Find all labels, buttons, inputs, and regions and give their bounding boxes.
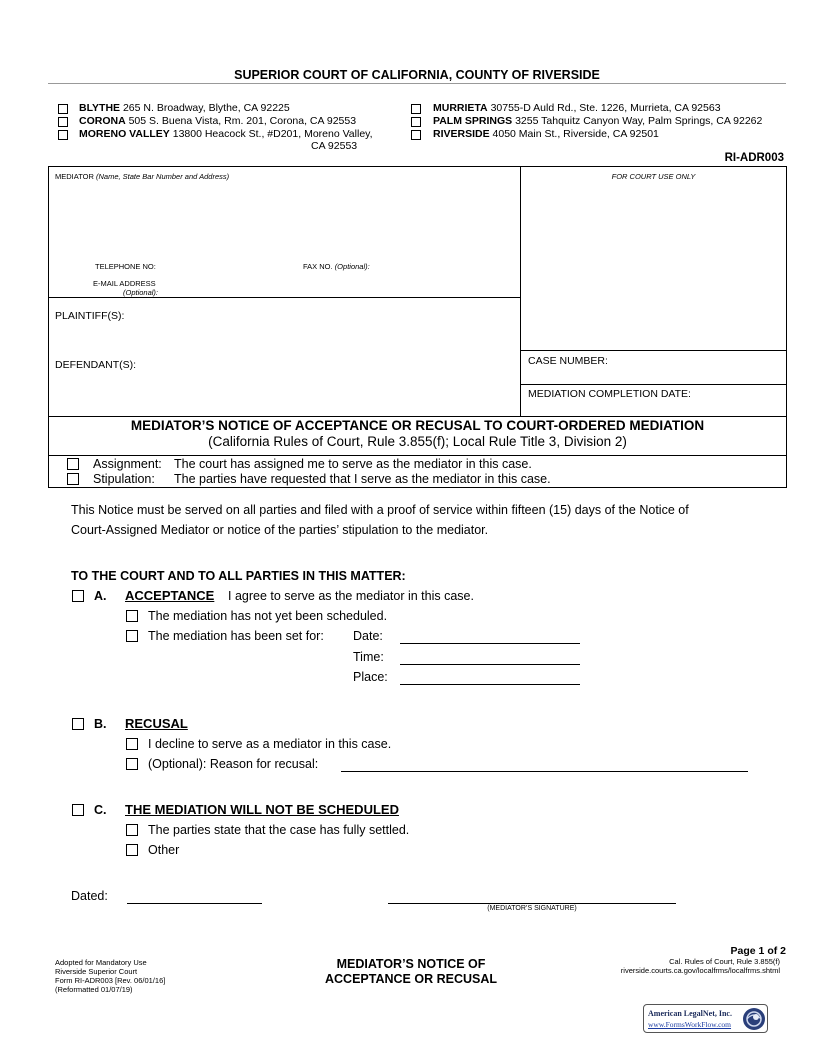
stipulation-checkbox[interactable] <box>67 473 79 485</box>
set-for-checkbox[interactable] <box>126 630 138 642</box>
title-rule <box>48 83 786 84</box>
form-title: MEDIATOR’S NOTICE OF ACCEPTANCE OR RECUSAL TO COURT-ORDERED MEDIATION <box>130 418 705 433</box>
section-b-title: RECUSAL <box>125 716 188 731</box>
location-palm-springs: PALM SPRINGS 3255 Tahquitz Canyon Way, Palm Springs, CA 92262 <box>433 115 763 127</box>
footer-title-2: ACCEPTANCE OR RECUSAL <box>325 972 497 986</box>
recusal-reason-checkbox[interactable] <box>126 758 138 770</box>
completion-date-divider <box>520 384 787 385</box>
footer-adopted-line: Riverside Superior Court <box>55 967 138 976</box>
email-label: E-MAIL ADDRESS <box>93 279 156 288</box>
place-field[interactable] <box>400 684 580 685</box>
location-checkbox-murrieta[interactable] <box>411 104 421 114</box>
location-moreno-valley-zip: CA 92553 <box>311 140 358 152</box>
time-label: Time: <box>353 650 384 664</box>
section-a-text: I agree to serve as the mediator in this case. <box>228 589 474 603</box>
form-subtitle: (California Rules of Court, Rule 3.855(f); Local Rule Title 3, Division 2) <box>208 434 627 449</box>
stipulation-label: Stipulation: <box>93 472 155 486</box>
location-murrieta: MURRIETA 30755-D Auld Rd., Ste. 1226, Murrieta, CA 92563 <box>433 102 721 114</box>
settled-checkbox[interactable] <box>126 824 138 836</box>
fax-label: FAX NO. (Optional): <box>303 262 370 271</box>
header-vertical-divider <box>520 166 521 417</box>
not-scheduled-label: The mediation has not yet been scheduled. <box>148 609 388 623</box>
location-moreno-valley: MORENO VALLEY 13800 Heacock St., #D201, Moreno Valley, <box>79 128 373 140</box>
location-checkbox-corona[interactable] <box>58 117 68 127</box>
footer-adopted <box>55 958 165 994</box>
settled-label: The parties state that the case has fully settled. <box>148 823 410 837</box>
footer-title-1: MEDIATOR’S NOTICE OF <box>336 957 486 971</box>
plaintiff-label: PLAINTIFF(S): <box>55 310 125 322</box>
legalnet-logo[interactable] <box>643 1004 768 1033</box>
to-court-heading: TO THE COURT AND TO ALL PARTIES IN THIS MATTER: <box>71 569 406 583</box>
location-checkbox-moreno-valley[interactable] <box>58 130 68 140</box>
telephone-label: TELEPHONE NO: <box>95 262 156 271</box>
notice-line-2: Court-Assigned Mediator or notice of the parties’ stipulation to the mediator. <box>71 523 489 537</box>
case-number-divider <box>520 350 787 351</box>
footer-adopted-line: (Reformatted 01/07/19) <box>55 985 133 994</box>
date-label: Date: <box>353 629 383 643</box>
assignment-checkbox[interactable] <box>67 458 79 470</box>
assignment-label: Assignment: <box>93 457 162 471</box>
logo-url: www.FormsWorkFlow.com <box>648 1020 732 1029</box>
section-a-title: ACCEPTANCE <box>125 588 215 603</box>
decline-checkbox[interactable] <box>126 738 138 750</box>
stipulation-text: The parties have requested that I serve as the mediator in this case. <box>174 472 551 486</box>
mediator-field[interactable] <box>55 183 515 258</box>
mediator-divider <box>48 297 521 298</box>
other-checkbox[interactable] <box>126 844 138 856</box>
location-checkbox-riverside[interactable] <box>411 130 421 140</box>
section-a-checkbox[interactable] <box>72 590 84 602</box>
recusal-reason-field[interactable] <box>341 771 748 772</box>
dated-label: Dated: <box>71 889 108 903</box>
location-checkbox-blythe[interactable] <box>58 104 68 114</box>
section-c-letter: C. <box>94 803 107 817</box>
section-c-checkbox[interactable] <box>72 804 84 816</box>
other-label: Other <box>148 843 180 857</box>
location-riverside: RIVERSIDE 4050 Main St., Riverside, CA 92501 <box>433 128 659 140</box>
location-blythe: BLYTHE 265 N. Broadway, Blythe, CA 92225 <box>79 102 290 114</box>
notice-line-1: This Notice must be served on all parties and filed with a proof of service within fifteen (15) days of the Notice of <box>71 503 689 517</box>
footer-adopted-line: Form RI-ADR003 [Rev. 06/01/16] <box>55 976 166 985</box>
mediator-label: MEDIATOR (Name, State Bar Number and Address) <box>55 172 230 181</box>
case-number-label: CASE NUMBER: <box>528 355 608 367</box>
signature-field[interactable] <box>388 903 676 904</box>
not-scheduled-checkbox[interactable] <box>126 610 138 622</box>
defendant-label: DEFENDANT(S): <box>55 359 137 371</box>
footer-adopted-line: Adopted for Mandatory Use <box>55 958 147 967</box>
time-field[interactable] <box>400 664 580 665</box>
completion-date-label: MEDIATION COMPLETION DATE: <box>528 388 691 400</box>
page-number: Page 1 of 2 <box>730 945 786 957</box>
recusal-reason-label: (Optional): Reason for recusal: <box>148 757 319 771</box>
logo-company: American LegalNet, Inc. <box>648 1009 732 1018</box>
location-corona: CORONA 505 S. Buena Vista, Rm. 201, Corona, CA 92553 <box>79 115 357 127</box>
section-b-checkbox[interactable] <box>72 718 84 730</box>
location-checkbox-palm-springs[interactable] <box>411 117 421 127</box>
section-b-letter: B. <box>94 717 107 731</box>
title-box-divider <box>48 455 787 456</box>
decline-label: I decline to serve as a mediator in this case. <box>148 737 392 751</box>
date-field[interactable] <box>400 643 580 644</box>
footer-url: riverside.courts.ca.gov/localfrms/localfrms.shtml <box>620 966 780 975</box>
assignment-text: The court has assigned me to serve as the mediator in this case. <box>174 457 532 471</box>
place-label: Place: <box>353 670 388 684</box>
court-use-label: FOR COURT USE ONLY <box>611 172 696 181</box>
court-title: SUPERIOR COURT OF CALIFORNIA, COUNTY OF RIVERSIDE <box>234 68 600 82</box>
section-c-title: THE MEDIATION WILL NOT BE SCHEDULED <box>125 802 399 817</box>
signature-label: (MEDIATOR’S SIGNATURE) <box>487 905 577 912</box>
dated-field[interactable] <box>127 903 262 904</box>
set-for-label: The mediation has been set for: <box>148 629 324 643</box>
footer-rule: Cal. Rules of Court, Rule 3.855(f) <box>669 957 780 966</box>
form-id: RI-ADR003 <box>724 152 784 164</box>
globe-icon <box>742 1007 766 1031</box>
section-a-letter: A. <box>94 589 107 603</box>
email-hint: (Optional): <box>123 288 159 297</box>
